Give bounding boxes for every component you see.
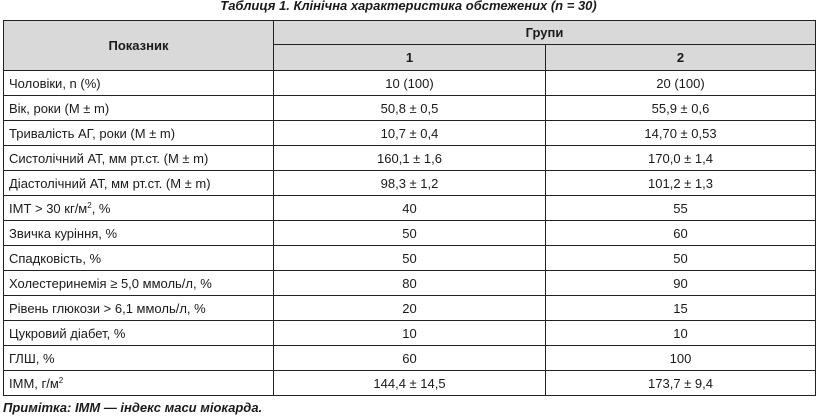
table-row <box>4 221 816 246</box>
table-row <box>4 146 816 171</box>
clinical-characteristics-table <box>3 20 816 396</box>
row-label: Систолічний АТ, мм рт.ст. (M ± m) <box>4 146 274 171</box>
group-2-value: 55 <box>546 196 816 221</box>
group-1-value: 80 <box>274 271 546 296</box>
group-2-value: 20 (100) <box>546 71 816 96</box>
group-2-value: 170,0 ± 1,4 <box>546 146 816 171</box>
group-1-value: 20 <box>274 296 546 321</box>
row-label: Чоловіки, n (%) <box>4 71 274 96</box>
group-1-value: 160,1 ± 1,6 <box>274 146 546 171</box>
label-text: ІМТ > 30 кг/м <box>9 200 88 216</box>
group-1-value: 50 <box>274 246 546 271</box>
group-2-value: 55,9 ± 0,6 <box>546 96 816 121</box>
row-label: Спадковість, % <box>4 246 274 271</box>
label-text: ІММ, г/м <box>9 375 59 391</box>
row-label: Цукровий діабет, % <box>4 321 274 346</box>
group-1-value: 10,7 ± 0,4 <box>274 121 546 146</box>
row-label: Діастолічний АТ, мм рт.ст. (M ± m) <box>4 171 274 196</box>
group-2-value: 60 <box>546 221 816 246</box>
table-row <box>4 71 816 96</box>
table-row <box>4 121 816 146</box>
row-label: Холестеринемія ≥ 5,0 ммоль/л, % <box>4 271 274 296</box>
table-row <box>4 271 816 296</box>
row-label: Тривалість АГ, роки (M ± m) <box>4 121 274 146</box>
group-1-value: 10 <box>274 321 546 346</box>
group-1-value: 50,8 ± 0,5 <box>274 96 546 121</box>
label-superscript: 2 <box>58 375 64 385</box>
table-row <box>4 246 816 271</box>
row-label: ГЛШ, % <box>4 346 274 371</box>
row-label <box>4 196 274 221</box>
row-label: Вік, роки (M ± m) <box>4 96 274 121</box>
header-group-1: 1 <box>274 45 546 71</box>
group-1-value: 10 (100) <box>274 71 546 96</box>
group-2-value: 173,7 ± 9,4 <box>546 371 816 396</box>
header-groups: Групи <box>274 21 816 45</box>
table-row <box>4 371 816 396</box>
table-row <box>4 346 816 371</box>
group-1-value: 144,4 ± 14,5 <box>274 371 546 396</box>
row-label: Рівень глюкози > 6,1 ммоль/л, % <box>4 296 274 321</box>
group-2-value: 14,70 ± 0,53 <box>546 121 816 146</box>
group-2-value: 10 <box>546 321 816 346</box>
table-row <box>4 296 816 321</box>
group-2-value: 90 <box>546 271 816 296</box>
row-label: Звичка куріння, % <box>4 221 274 246</box>
label-superscript: 2 <box>87 200 92 210</box>
group-1-value: 60 <box>274 346 546 371</box>
row-label <box>4 371 274 396</box>
label-suffix: , % <box>91 200 111 216</box>
header-group-2: 2 <box>546 45 816 71</box>
group-1-value: 98,3 ± 1,2 <box>274 171 546 196</box>
table-row <box>4 321 816 346</box>
group-2-value: 101,2 ± 1,3 <box>546 171 816 196</box>
table-row <box>4 96 816 121</box>
group-2-value: 50 <box>546 246 816 271</box>
group-2-value: 15 <box>546 296 816 321</box>
header-indicator: Показник <box>4 21 274 71</box>
table-row <box>4 196 816 221</box>
group-2-value: 100 <box>546 346 816 371</box>
table-caption: Таблиця 1. Клінічна характеристика обстежених (n = 30) <box>220 0 597 13</box>
table-row <box>4 171 816 196</box>
group-1-value: 40 <box>274 196 546 221</box>
group-1-value: 50 <box>274 221 546 246</box>
table-note: Примітка: ІММ — індекс маси міокарда. <box>3 400 263 415</box>
